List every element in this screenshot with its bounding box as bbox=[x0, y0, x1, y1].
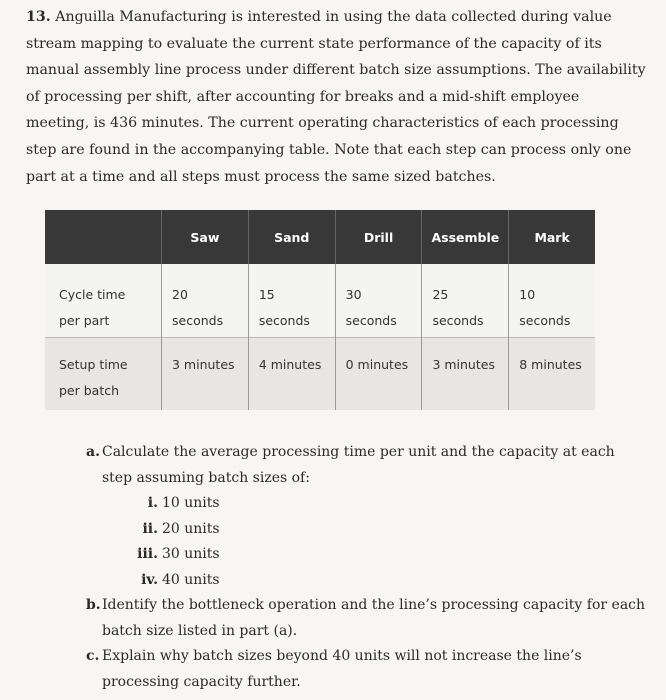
header-assemble: Assemble bbox=[422, 210, 509, 264]
cell-cycle-assemble: 25 seconds bbox=[422, 264, 509, 338]
list-item: iv. 40 units bbox=[141, 571, 220, 588]
batch-size-list bbox=[86, 491, 646, 593]
part-c bbox=[86, 644, 646, 695]
cell-cycle-sand: 15 seconds bbox=[248, 264, 335, 338]
list-item: iii. 30 units bbox=[137, 546, 220, 562]
cell-setup-assemble: 3 minutes bbox=[422, 338, 509, 411]
problem-number: 13. bbox=[26, 9, 51, 25]
table-header-row bbox=[45, 210, 595, 264]
header-saw: Saw bbox=[162, 210, 249, 264]
cell-setup-drill: 0 minutes bbox=[335, 338, 422, 411]
part-b-label: b. bbox=[86, 597, 101, 613]
problem-intro: Anguilla Manufacturing is interested in using the data collected during value stream mapping to evaluate the current state performance of the capacity of its manual assembly line process under different batch size assumptions. The availability of processing per shift, after accounting for breaks and a mid-shift employee meeting, is 436 minutes. The current operating characteristics of each processing step are found in the accompanying table. Note that each step can process only one part at a time and all steps must process the same sized batches. bbox=[26, 9, 646, 185]
list-item: ii. 20 units bbox=[142, 520, 220, 537]
part-a-label: a. bbox=[86, 444, 100, 460]
cell-cycle-saw: 20 seconds bbox=[162, 264, 249, 338]
table-row-setup-time bbox=[45, 338, 595, 411]
header-drill: Drill bbox=[335, 210, 422, 264]
row-label-cycle-time: Cycle time per part bbox=[45, 264, 162, 338]
problem-statement bbox=[26, 4, 646, 190]
operating-characteristics-table bbox=[45, 210, 595, 410]
part-b-text: Identify the bottleneck operation and the line’s processing capacity for each batch size listed in part (a). bbox=[102, 597, 646, 639]
cell-setup-mark: 8 minutes bbox=[509, 338, 595, 411]
list-item: i. 10 units bbox=[147, 495, 220, 511]
part-c-text: Explain why batch sizes beyond 40 units will not increase the line’s processing capacity further. bbox=[102, 648, 582, 690]
header-empty bbox=[45, 210, 162, 264]
part-a bbox=[86, 440, 646, 491]
table-row-cycle-time bbox=[45, 264, 595, 338]
row-label-setup-time: Setup time per batch bbox=[45, 338, 162, 411]
header-mark: Mark bbox=[509, 210, 595, 264]
part-a-text: Calculate the average processing time per unit and the capacity at each step assuming batch sizes of: bbox=[102, 444, 615, 486]
part-b bbox=[86, 593, 646, 644]
cell-cycle-drill: 30 seconds bbox=[335, 264, 422, 338]
header-sand: Sand bbox=[248, 210, 335, 264]
part-c-label: c. bbox=[86, 648, 100, 664]
cell-setup-saw: 3 minutes bbox=[162, 338, 249, 411]
cell-setup-sand: 4 minutes bbox=[248, 338, 335, 411]
cell-cycle-mark: 10 seconds bbox=[509, 264, 595, 338]
question-parts bbox=[86, 440, 646, 695]
